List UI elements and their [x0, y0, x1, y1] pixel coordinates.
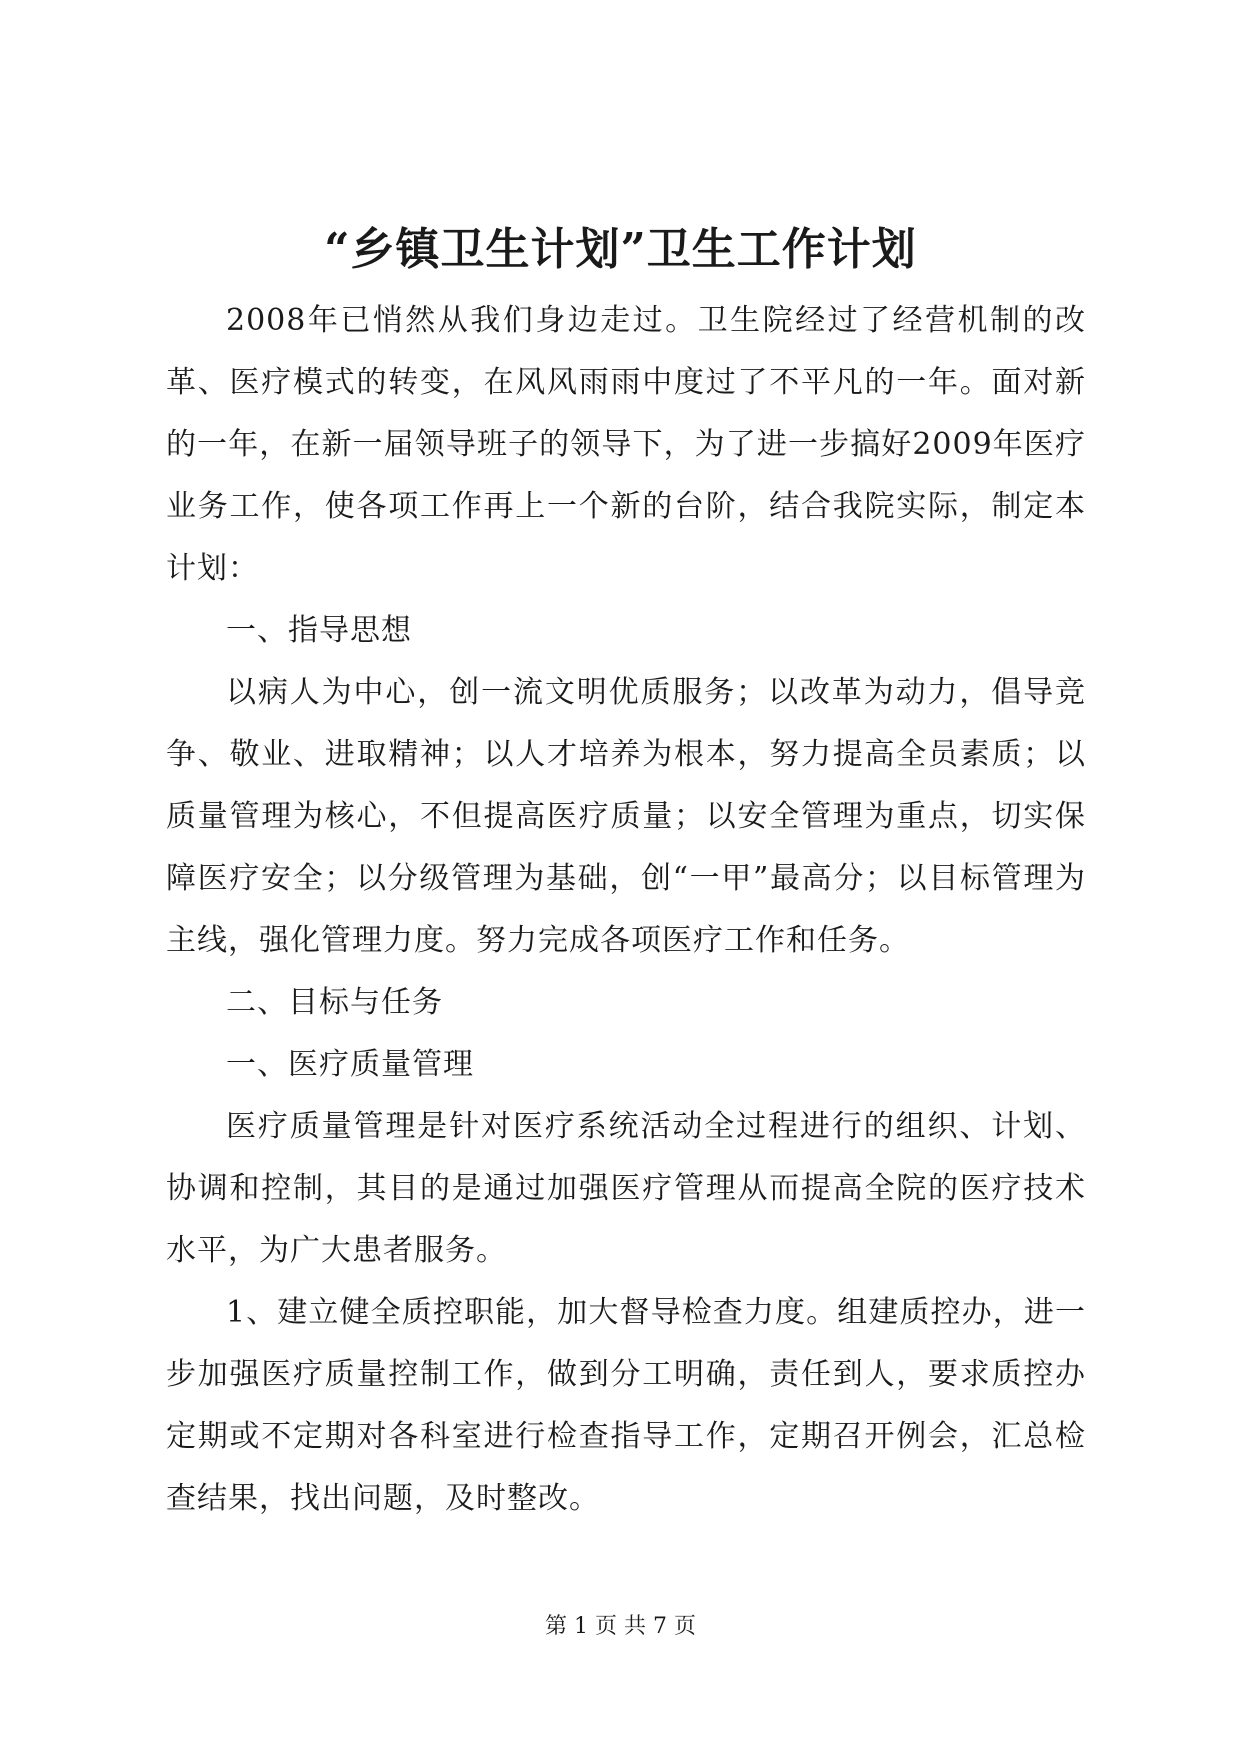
- paragraph-item-1: 1、建立健全质控职能，加大督导检查力度。组建质控办，进一步加强医疗质量控制工作，做到分工明确，责任到人，要求质控办定期或不定期对各科室进行检查指导工作，定期召开例会，汇总检查结果，找出问题，及时整改。: [166, 1295, 1086, 1516]
- page-number: 第 1 页 共 7 页: [545, 1614, 696, 1639]
- paragraph-intro: 2008年已悄然从我们身边走过。卫生院经过了经营机制的改革、医疗模式的转变，在风风雨雨中度过了不平凡的一年。面对新的一年，在新一届领导班子的领导下，为了进一步搞好2009年医疗业务工作，使各项工作再上一个新的台阶，结合我院实际，制定本计划：: [166, 303, 1086, 586]
- document-title: “乡镇卫生计划”卫生工作计划: [324, 224, 917, 275]
- heading-goals-tasks: 二、目标与任务: [226, 985, 443, 1020]
- paragraph-guiding-thought: 以病人为中心，创一流文明优质服务；以改革为动力，倡导竞争、敬业、进取精神；以人才培养为根本，努力提高全员素质；以质量管理为核心，不但提高医疗质量；以安全管理为重点，切实保障医疗安全；以分级管理为基础，创“一甲”最高分；以目标管理为主线，强化管理力度。努力完成各项医疗工作和任务。: [166, 675, 1086, 958]
- paragraph-quality-management: 医疗质量管理是针对医疗系统活动全过程进行的组织、计划、协调和控制，其目的是通过加强医疗管理从而提高全院的医疗技术水平，为广大患者服务。: [166, 1109, 1086, 1268]
- heading-guiding-thought: 一、指导思想: [226, 613, 412, 648]
- document-body: [166, 290, 1086, 1530]
- heading-quality-management: 一、医疗质量管理: [226, 1047, 474, 1082]
